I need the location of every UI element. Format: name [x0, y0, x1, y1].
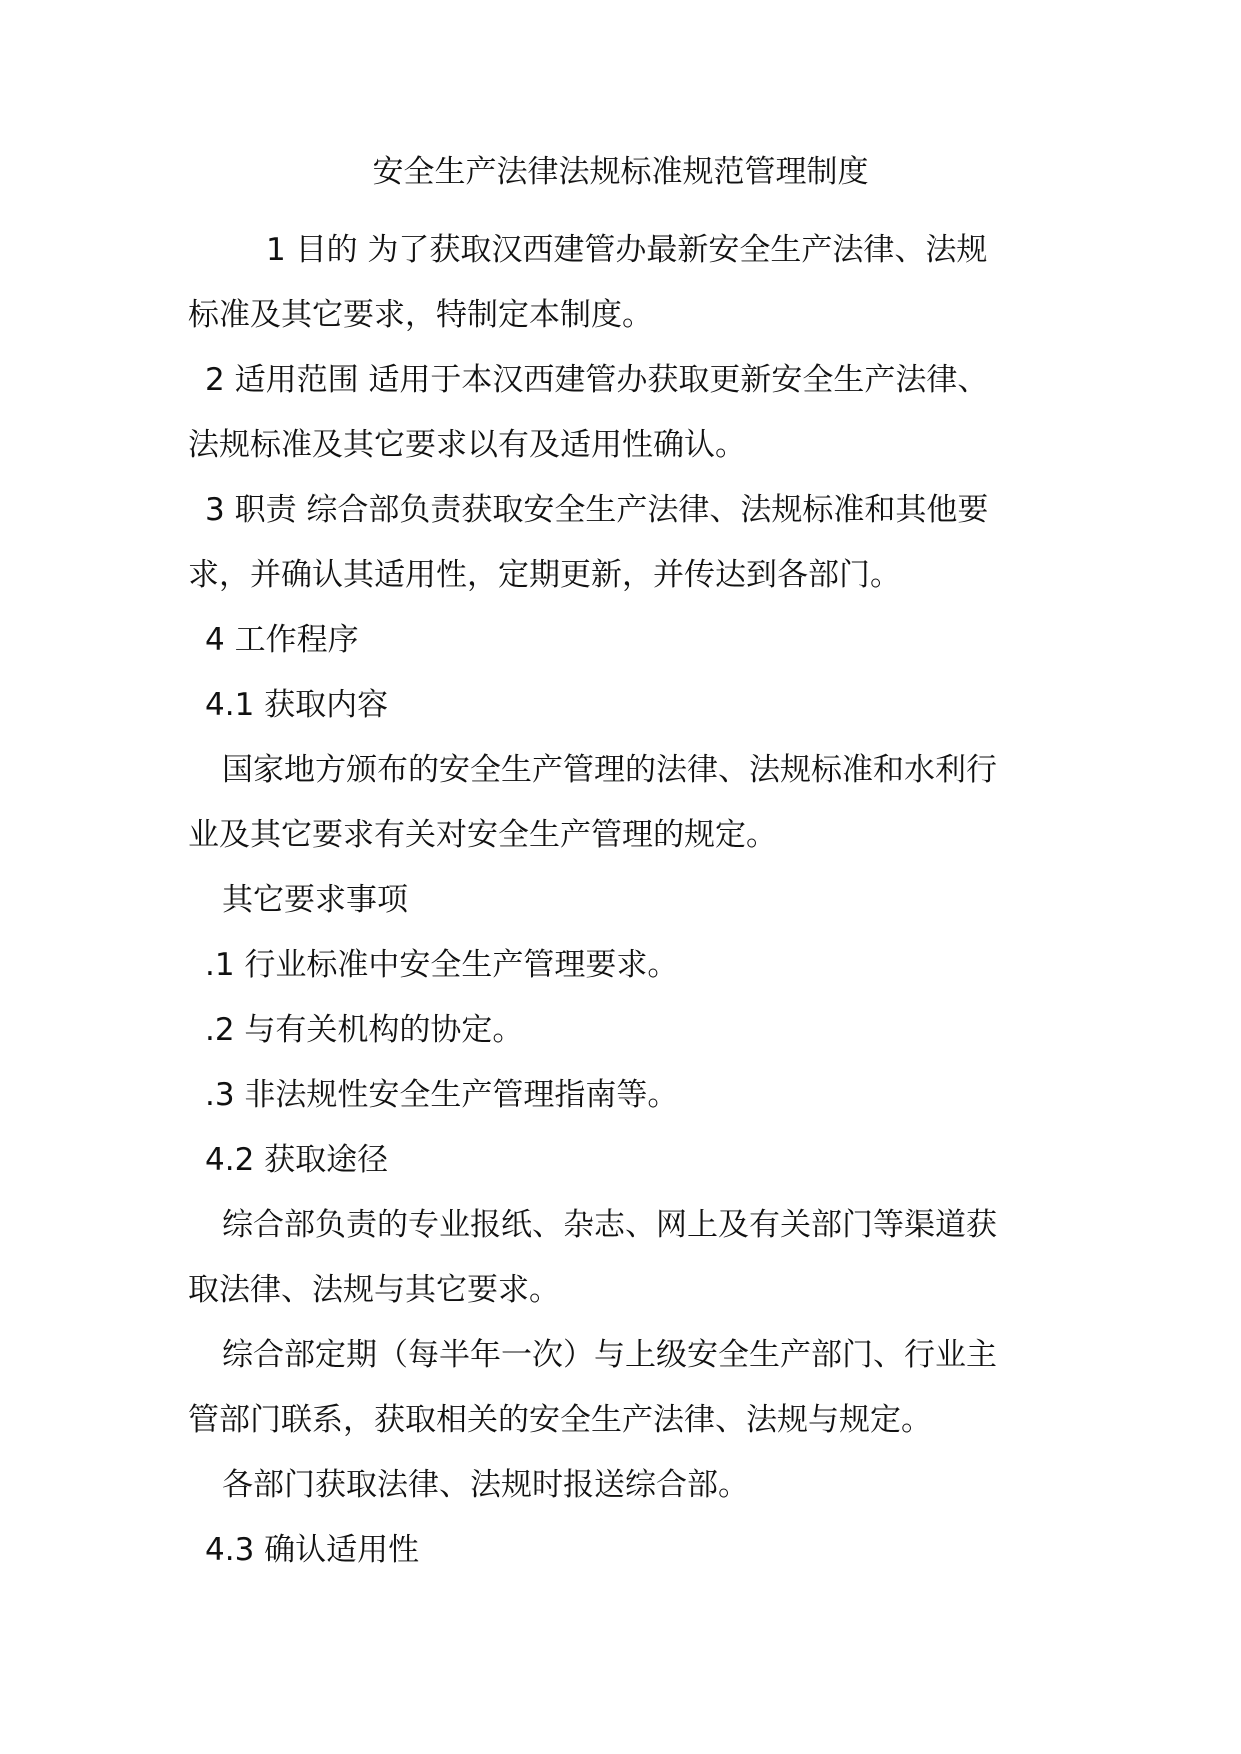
requirement-item-1: .1 行业标准中安全生产管理要求。: [205, 947, 679, 983]
channels-line-2: 取法律、法规与其它要求。: [188, 1272, 560, 1308]
report-line: 各部门获取法律、法规时报送综合部。: [222, 1467, 749, 1503]
contact-line-2: 管部门联系，获取相关的安全生产法律、法规与规定。: [188, 1402, 932, 1438]
purpose-line-2: 标准及其它要求，特制定本制度。: [188, 297, 653, 333]
section-heading-procedure: 4 工作程序: [205, 622, 359, 658]
contact-line-1: 综合部定期（每半年一次）与上级安全生产部门、行业主: [222, 1337, 997, 1373]
scope-line-1: 2 适用范围 适用于本汉西建管办获取更新安全生产法律、: [205, 362, 989, 398]
other-requirements-heading: 其它要求事项: [222, 882, 408, 918]
subsection-heading-channels: 4.2 获取途径: [205, 1142, 389, 1178]
document-title: 安全生产法律法规标准规范管理制度: [372, 154, 869, 190]
subsection-heading-applicability: 4.3 确认适用性: [205, 1532, 420, 1568]
requirement-item-2: .2 与有关机构的协定。: [205, 1012, 524, 1048]
duty-line-2: 求，并确认其适用性，定期更新，并传达到各部门。: [188, 557, 901, 593]
purpose-line-1: 1 目的 为了获取汉西建管办最新安全生产法律、法规: [266, 232, 988, 268]
scope-line-2: 法规标准及其它要求以有及适用性确认。: [188, 427, 746, 463]
requirement-item-3: .3 非法规性安全生产管理指南等。: [205, 1077, 679, 1113]
subsection-heading-content: 4.1 获取内容: [205, 687, 389, 723]
channels-line-1: 综合部负责的专业报纸、杂志、网上及有关部门等渠道获: [222, 1207, 997, 1243]
duty-line-1: 3 职责 综合部负责获取安全生产法律、法规标准和其他要: [205, 492, 989, 528]
content-line-1: 国家地方颁布的安全生产管理的法律、法规标准和水利行: [222, 752, 997, 788]
content-line-2: 业及其它要求有关对安全生产管理的规定。: [188, 817, 777, 853]
